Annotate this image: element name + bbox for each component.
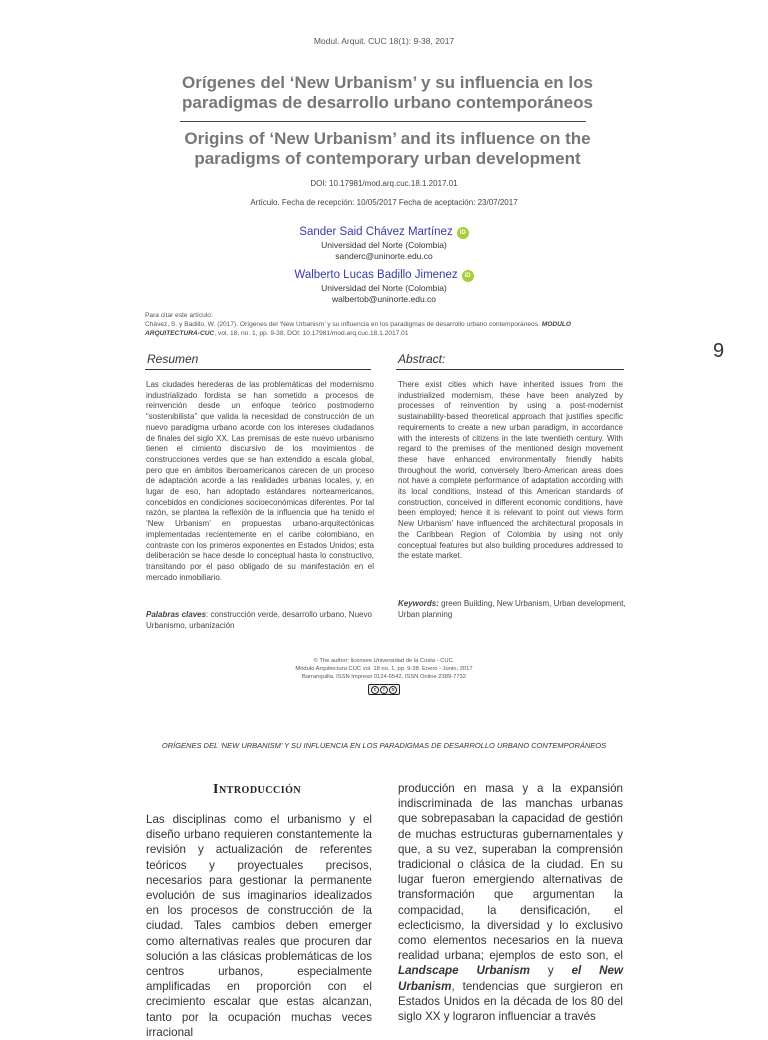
title-english: Origins of ‘New Urbanism’ and its influence on the paradigms of contemporary urban development bbox=[184, 129, 591, 168]
author-block-2 bbox=[0, 265, 768, 305]
author-block-1 bbox=[0, 222, 768, 262]
keywords-label: Keywords: bbox=[398, 599, 439, 608]
introduction-column-right bbox=[398, 781, 623, 1024]
citation-details: , vol. 18, no. 1, pp. 9-38. DOI: 10.17981/mod.arq.cuc.18.1.2017.01 bbox=[214, 330, 409, 337]
resumen-divider bbox=[145, 369, 371, 370]
author-name[interactable]: Sander Said Chávez Martínez bbox=[299, 226, 453, 238]
keywords bbox=[398, 599, 626, 620]
license-line: Barranquilla. ISSN Impreso 0124-6542, ISSN Online 2389-7732 bbox=[301, 674, 467, 681]
doi[interactable]: DOI: 10.17981/mod.arq.cuc.18.1.2017.01 bbox=[310, 179, 458, 188]
running-head: ORÍGENES DEL ‘NEW URBANISM’ Y SU INFLUENCIA EN LOS PARADIGMAS DE DESARROLLO URBANO CONTEMPORÁNEOS bbox=[161, 741, 607, 750]
author-affiliation: Universidad del Norte (Colombia) bbox=[321, 240, 447, 250]
keywords-list: : construcción verde, desarrollo urbano, Nuevo Urbanismo, urbanización bbox=[146, 610, 372, 630]
citation-label: Para citar este artículo: bbox=[145, 312, 213, 319]
keywords-label: Palabras claves bbox=[146, 610, 207, 619]
creative-commons-icon[interactable] bbox=[368, 684, 400, 695]
author-affiliation: Universidad del Norte (Colombia) bbox=[321, 283, 447, 293]
article-dates: Artículo. Fecha de recepción: 10/05/2017 Fecha de aceptación: 23/07/2017 bbox=[250, 198, 518, 207]
abstract-text: There exist cities which have inherited issues from the industrialized modernism, these have been analyzed by processes of reinvention by using a post-modernist sustainability-based theoretical approach that justifies specific requirements to create a new urban paradigm, in accordance with the interests of citizens in the late twentieth century. With regard to the premises of the mentioned design movement these have enhanced environmentally friendly habits throughout the world, conversely Ibero-American areas does not have a complete performance of adaptation according with its local conditions, instead of this American standards of construction, conceived in different economic conditions, have been employed; hence it is relevant to point out views form New Urbanism’ have influenced the architectural proposals in the Caribbean Region of Colombia by using not only conceptual features but also building procedures addressed to the estate market. bbox=[398, 380, 623, 561]
citation-text bbox=[145, 320, 625, 338]
introduction-heading: Introducción bbox=[213, 782, 302, 797]
orcid-icon[interactable]: iD bbox=[457, 227, 469, 239]
author-email[interactable]: walbertob@uninorte.edu.co bbox=[331, 294, 437, 304]
title-divider bbox=[180, 121, 586, 122]
journal-reference: Modul. Arquit. CUC 18(1): 9-38, 2017 bbox=[313, 36, 455, 46]
keywords-list: green Building, New Urbanism, Urban development, Urban planning bbox=[398, 599, 626, 619]
page-number: 9 bbox=[713, 340, 725, 362]
sa-icon: o bbox=[389, 686, 397, 694]
intro-text: , tendencias que surgieron en Estados Unidos en la década de los 80 del siglo XX y lograron influenciar a través bbox=[398, 979, 623, 1024]
introduction-column-left: Las disciplinas como el urbanismo y el diseño urbano requieren constantemente la revisión y actualización de referentes teóricos y proyectuales precisos, necesarios para gestionar la permanente evolución de sus imaginarios idealizados en los procesos de construcción de la ciudad. Tales cambios deben emerger como alternativas reales que procuren dar solución a las clásicas problemáticas de los centros urbanos, especialmente amplificadas en proporción con el crecimiento escalar que estas alcanzan, tanto por la ocupación muchas veces irracional bbox=[146, 813, 372, 1039]
license-block bbox=[0, 657, 768, 682]
resumen-heading: Resumen bbox=[147, 352, 199, 366]
abstract-heading: Abstract: bbox=[398, 352, 446, 366]
license-line: Módulo Arquitectura CUC vol. 18 no. 1, pp. 9-38. Enero - Junio, 2017 bbox=[295, 666, 473, 673]
title-spanish: Orígenes del ‘New Urbanism’ y su influencia en los paradigmas de desarrollo urbano contemporáneos bbox=[182, 73, 593, 112]
citation-journal: MODULO ARQUITECTURA-CUC bbox=[145, 321, 572, 337]
author-name[interactable]: Walberto Lucas Badillo Jimenez bbox=[294, 269, 458, 281]
intro-term: Landscape Urbanism bbox=[398, 964, 530, 978]
intro-term: el New Urbanism bbox=[398, 964, 623, 993]
intro-text: y bbox=[529, 964, 572, 978]
cc-icon: c bbox=[371, 686, 379, 694]
license-line: © The author; licensee Universidad de la Costa - CUC. bbox=[313, 658, 455, 664]
abstract-divider bbox=[396, 369, 624, 370]
citation-block bbox=[145, 311, 625, 338]
by-icon: i bbox=[380, 686, 388, 694]
citation-reference: Chávez, S. y Badillo, W. (2017). Orígenes del ‘New Urbanism’ y su influencia en los paradigmas de desarrollo urbano contemporáneos. bbox=[145, 321, 540, 328]
orcid-icon[interactable]: iD bbox=[462, 270, 474, 282]
resumen-text: Las ciudades herederas de las problemáticas del modernismo industrializado fordista se han sometido a procesos de reinvención desde un enfoque teórico postmoderno “sostenibilista” que valida la necesidad de construcción de un nuevo paradigma urbano acorde con los intereses ciudadanos de finales del siglo XX. Las premisas de este nuevo urbanismo tienen el cimiento discursivo de los movimientos de construcciones verdes que se han extendido a escala global, pero que en ámbitos iberoamericanos carecen de un proceso de adaptación acorde a las realidades urbanas locales, y, en lugar de eso, han adoptado estándares norteamericanos, concebidos en condiciones socioeconómicas diferentes. Por tal razón, se plantea la reflexión de la influencia que ha tenido el ‘New Urbanism’ en propuestas urbano-arquitectónicas implementadas recientemente en el caribe colombiano, en contraste con los primeros exponentes en Estados Unidos; esta deliberación se hace desde lo conceptual hasta lo constructivo, transitando por el paso obligado de su manifestación en el mercado inmobiliario. bbox=[146, 380, 374, 582]
palabras-claves bbox=[146, 610, 376, 631]
intro-text: producción en masa y a la expansión indiscriminada de las manchas urbanas que sobrepasaban la capacidad de gestión de muchas estructuras gubernamentales y que, a su vez, superaban la comprensión tradicional o clásica de la ciudad. En su lugar fueron emergiendo alternativas de transformación que argumentan la compacidad, la densificación, el eclecticismo, la diversidad y lo exclusivo como elementos necesarios en la nueva realidad urbana; ejemplos de esto son, el bbox=[398, 782, 623, 963]
author-email[interactable]: sanderc@uninorte.edu.co bbox=[335, 251, 433, 261]
